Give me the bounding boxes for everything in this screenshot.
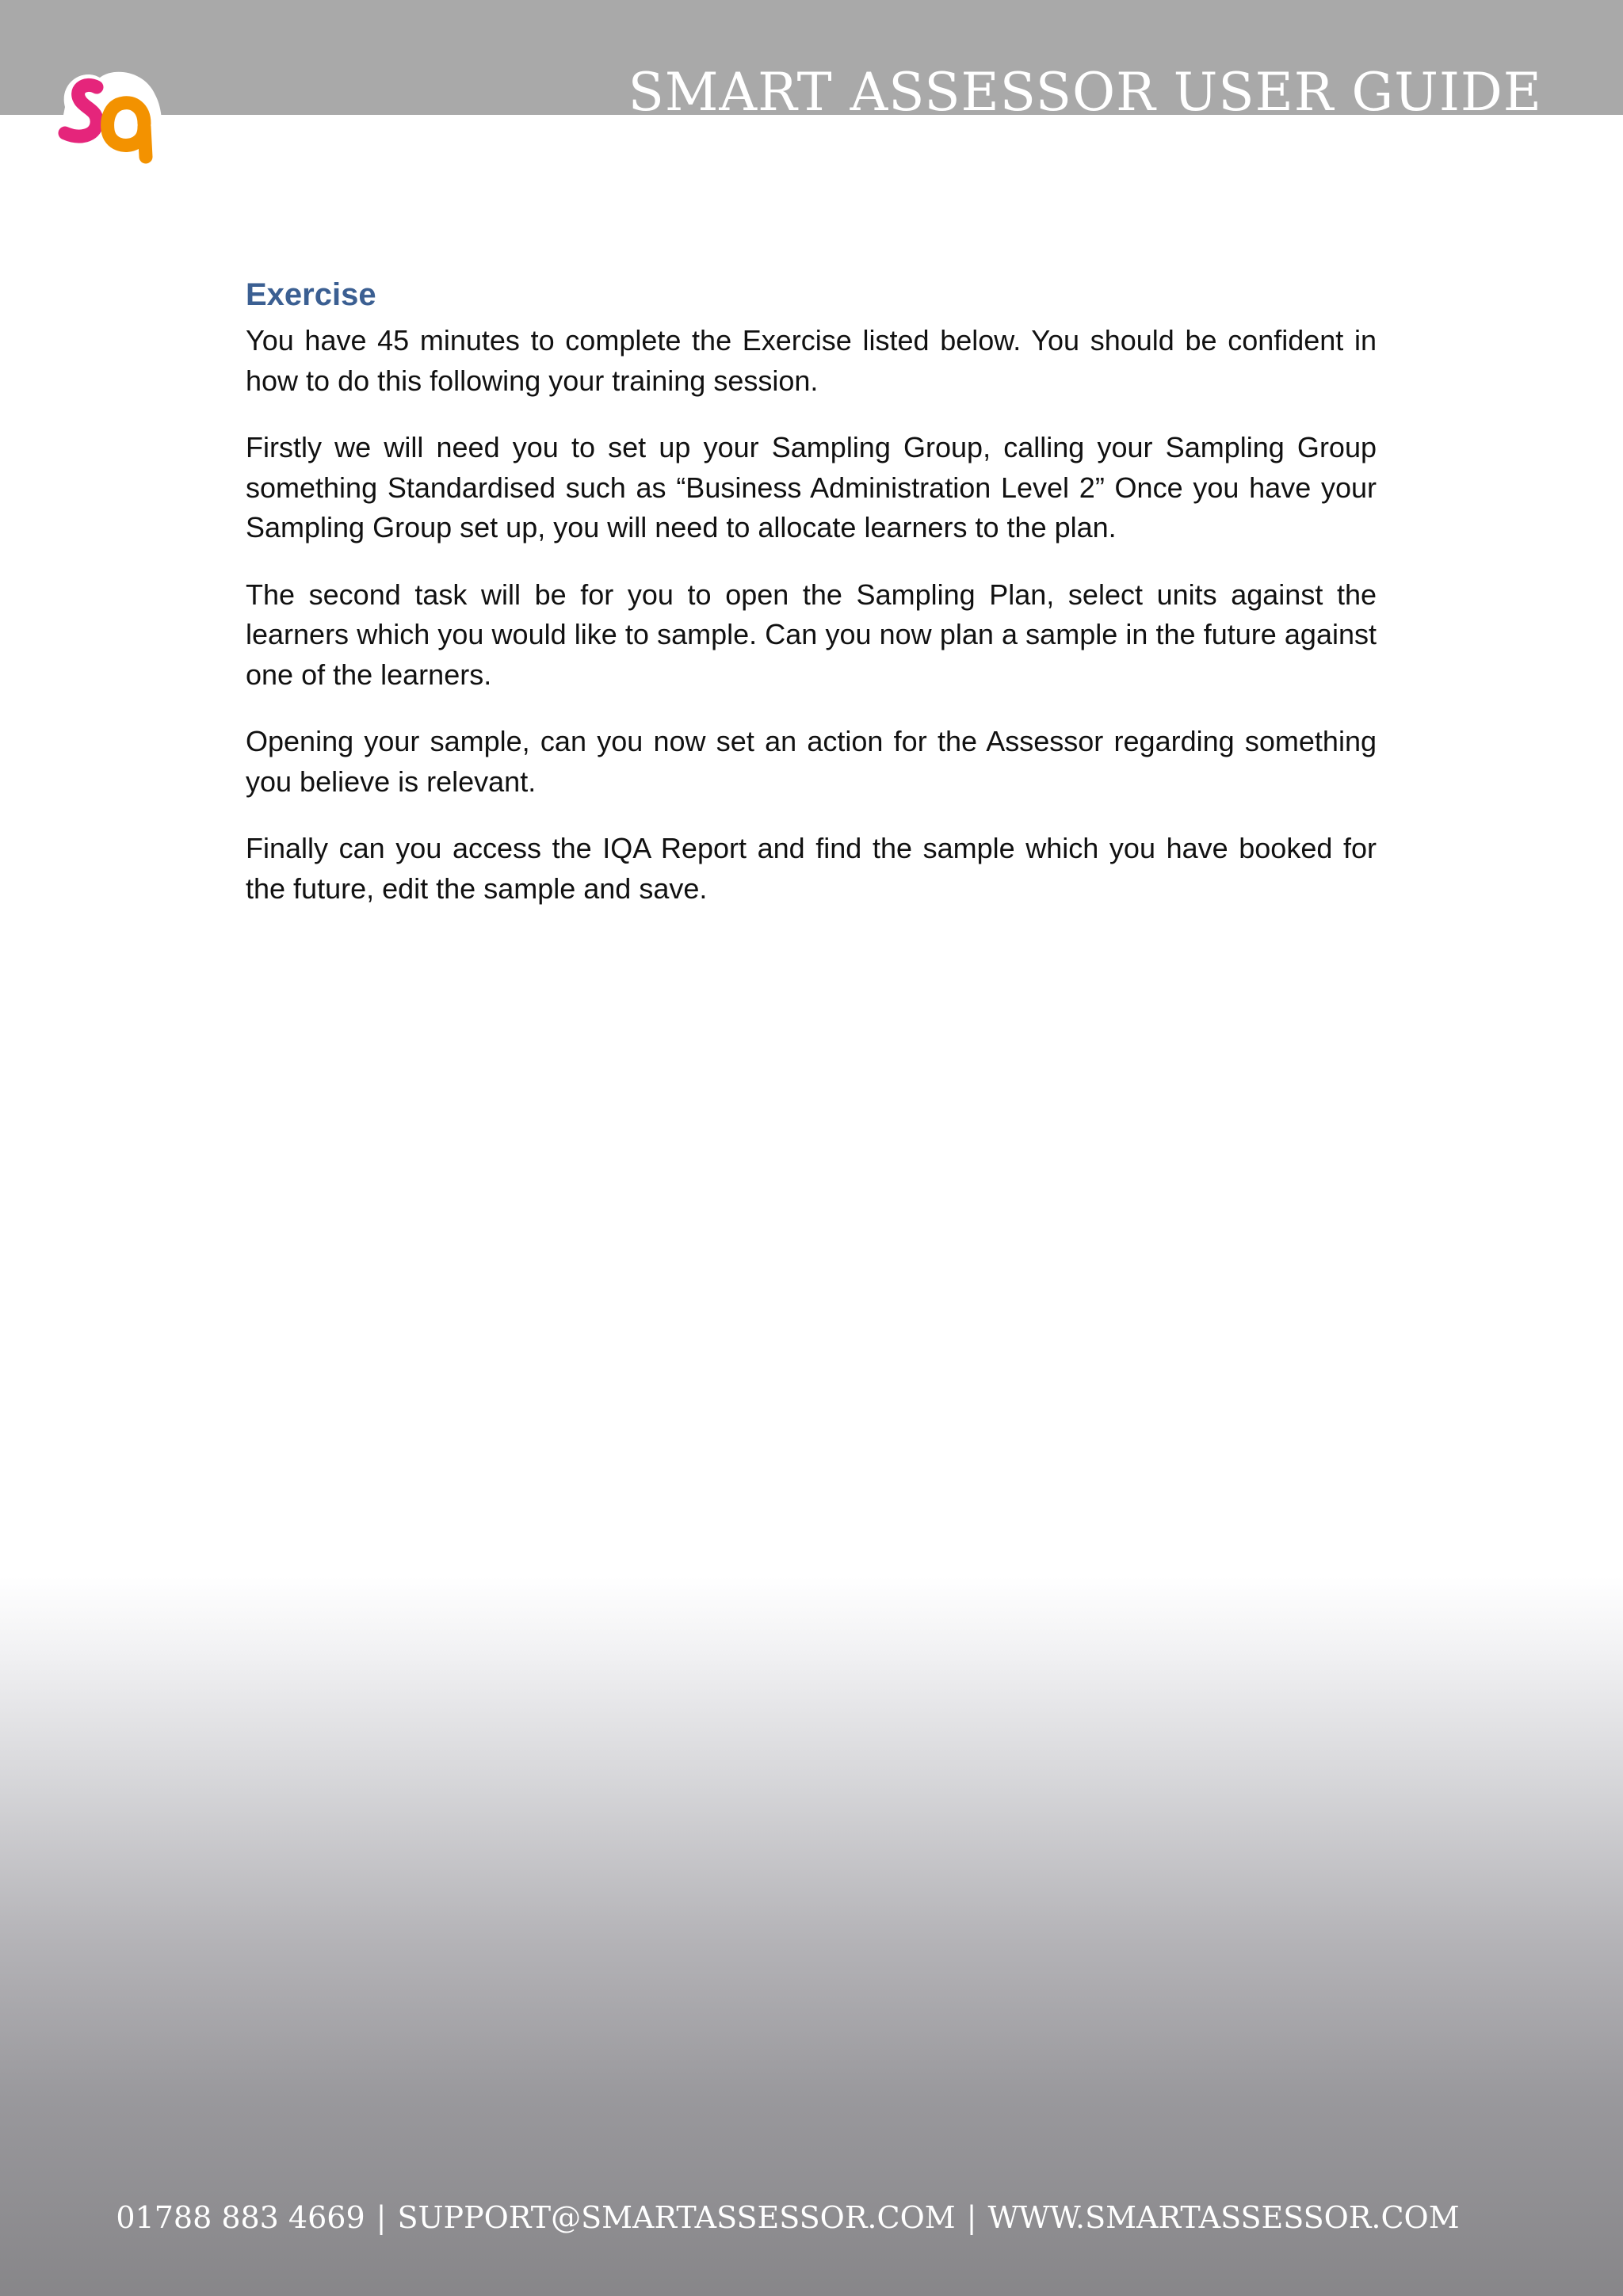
guide-title: SMART ASSESSOR USER GUIDE: [628, 62, 1542, 123]
sa-logo-icon: [51, 63, 170, 174]
footer-contact: [0, 2199, 1599, 2237]
footer-website-link[interactable]: WWW.SMARTASSESSOR.COM: [987, 2200, 1460, 2235]
footer-separator: |: [376, 2200, 387, 2235]
footer-email-link[interactable]: SUPPORT@SMARTASSESSOR.COM: [397, 2200, 956, 2235]
section-heading: Exercise: [246, 277, 376, 312]
paragraph-intro: You have 45 minutes to complete the Exercise listed below. You should be confident in how to do this following your training session.: [246, 324, 1377, 397]
paragraph-sampling-group: Firstly we will need you to set up your Sampling Group, calling your Sampling Group something Standardised such as “Business Administration Level 2” Once you have your Sampling Group set up, you will need to allocate learners to the plan.: [246, 431, 1377, 543]
footer-phone: 01788 883 4669: [116, 2200, 365, 2235]
paragraph-assessor-action: Opening your sample, can you now set an action for the Assessor regarding something you believe is relevant.: [246, 725, 1377, 798]
exercise-section: [246, 273, 1377, 936]
footer-separator: |: [966, 2200, 977, 2235]
paragraph-sampling-plan: The second task will be for you to open the Sampling Plan, select units against the learners which you would like to sample. Can you now plan a sample in the future against one of the learners.: [246, 578, 1377, 691]
paragraph-iqa-report: Finally can you access the IQA Report and find the sample which you have booked for the future, edit the sample and save.: [246, 832, 1377, 905]
